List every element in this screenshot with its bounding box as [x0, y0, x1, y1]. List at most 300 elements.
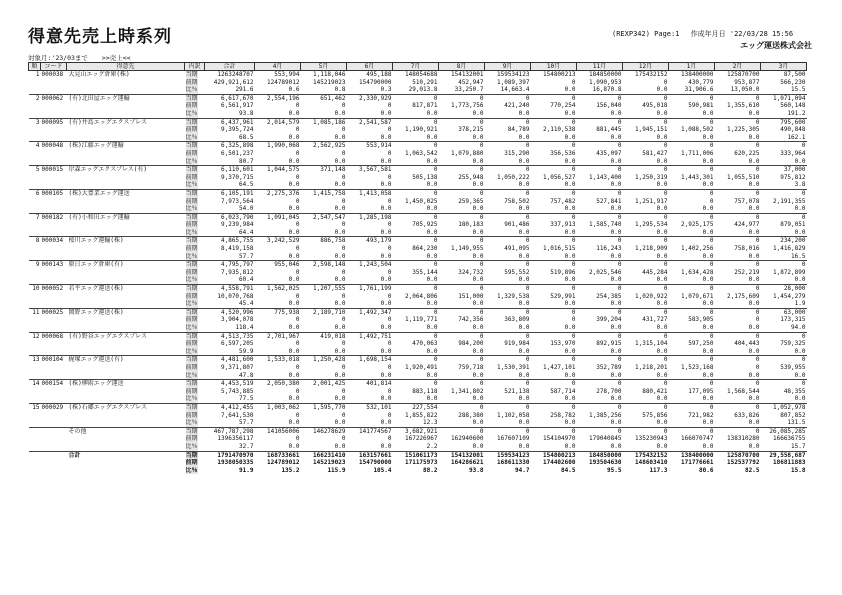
value-cell: 0 — [577, 380, 623, 388]
value-cell: 0.0 — [564, 133, 576, 141]
value-cell: 953,877 — [734, 78, 760, 86]
blank-cell — [29, 395, 41, 403]
value-cell: 118.4 — [235, 324, 254, 331]
value-cell: 2,064,806 — [404, 292, 438, 300]
blank-cell — [41, 253, 67, 261]
row-kind-label — [185, 427, 205, 435]
value-cell: 467,787,298 — [205, 427, 255, 435]
value-cell: 0.0 — [472, 157, 484, 165]
blank-cell — [29, 340, 41, 348]
blank-cell — [67, 181, 185, 189]
value-cell: 94.0 — [791, 324, 806, 331]
row-kind-label — [185, 79, 205, 87]
value-cell: 141056006 — [255, 427, 301, 435]
blank-cell — [29, 412, 41, 420]
rank-cell: 6 — [29, 189, 41, 197]
value-cell: 431,727 — [642, 316, 668, 324]
blank-cell — [67, 459, 185, 467]
value-cell: 1,190,921 — [404, 126, 438, 134]
value-cell: 0.0 — [794, 395, 806, 403]
value-cell: 1,207,555 — [301, 285, 347, 293]
value-cell: 0.0 — [564, 300, 576, 308]
value-cell: 0.0 — [564, 347, 576, 355]
value-cell: 0 — [387, 363, 392, 371]
value-cell: 14,663.4 — [500, 86, 530, 94]
blank-cell — [67, 364, 185, 372]
value-cell: 135230943 — [634, 435, 668, 443]
value-cell: 0.0 — [748, 371, 760, 379]
value-cell: 0 — [341, 197, 346, 205]
value-cell: 0 — [393, 380, 439, 388]
value-cell: 0 — [439, 166, 485, 174]
value-cell: 2,547,547 — [301, 213, 347, 221]
value-cell: 0.0 — [426, 228, 438, 236]
value-cell: 159534123 — [485, 451, 531, 459]
table-row — [29, 427, 807, 435]
table-row — [29, 158, 807, 166]
row-kind-text: 比％ — [185, 86, 198, 94]
value-cell: 28,000 — [761, 285, 807, 293]
table-row — [29, 94, 807, 102]
value-cell: 315,290 — [504, 149, 530, 157]
value-cell: 0 — [531, 427, 577, 435]
value-cell: 1,523,168 — [680, 363, 714, 371]
blank-cell — [29, 110, 41, 118]
value-cell: 0 — [715, 427, 761, 435]
value-cell: 1,530,391 — [496, 363, 530, 371]
value-cell: 0 — [341, 268, 346, 276]
value-cell: 87,500 — [761, 71, 807, 79]
value-cell: 0.0 — [472, 228, 484, 236]
blank-cell — [29, 253, 41, 261]
customer-name-cell: 大見山エッグ倉庫(株) — [67, 71, 185, 79]
value-cell: 0 — [295, 435, 300, 443]
value-cell: 429,921,612 — [213, 78, 254, 86]
value-cell: 0 — [709, 197, 714, 205]
value-cell: 0.0 — [564, 371, 576, 379]
value-cell: 1,711,006 — [680, 149, 714, 157]
row-kind-label — [185, 158, 205, 166]
value-cell: 452,947 — [458, 78, 484, 86]
row-kind-label — [185, 205, 205, 213]
blank-cell — [67, 435, 185, 443]
value-cell: 6,023,790 — [205, 213, 255, 221]
row-kind-label — [185, 435, 205, 443]
value-cell: 1,761,199 — [347, 285, 393, 293]
value-cell: 0 — [393, 118, 439, 126]
value-cell: 4,558,791 — [205, 285, 255, 293]
value-cell: 0 — [439, 356, 485, 364]
value-cell: 1,003,062 — [255, 403, 301, 411]
value-cell: 0.0 — [380, 300, 392, 308]
value-cell: 0 — [341, 387, 346, 395]
rank-cell — [29, 427, 41, 435]
value-cell: 0 — [341, 221, 346, 229]
value-cell: 6,617,670 — [205, 94, 255, 102]
value-cell: 0 — [715, 142, 761, 150]
code-cell: 000025 — [41, 308, 67, 316]
table-row — [29, 356, 807, 364]
blank-cell — [29, 443, 41, 451]
company-name: エッグ運送株式会社 — [740, 41, 812, 50]
value-cell: 0.0 — [380, 419, 392, 427]
value-cell: 141774567 — [347, 427, 393, 435]
value-cell: 0.0 — [472, 419, 484, 427]
value-cell: 881,445 — [596, 126, 622, 134]
blank-cell — [67, 150, 185, 158]
row-kind-text: 比％ — [185, 205, 198, 213]
row-kind-text: 当期 — [185, 71, 198, 78]
value-cell: 0.0 — [702, 157, 714, 165]
value-cell: 521,138 — [504, 387, 530, 395]
value-cell: 12.3 — [423, 419, 438, 427]
value-cell: 0.0 — [380, 347, 392, 355]
blank-cell — [41, 158, 67, 166]
value-cell: 138400000 — [669, 451, 715, 459]
value-cell: 0.0 — [518, 157, 530, 165]
value-cell: 0 — [393, 237, 439, 245]
customer-name-cell: (有)野谷エッグエクスプレス — [67, 332, 185, 340]
value-cell: 0.0 — [426, 181, 438, 189]
value-cell: 138400000 — [669, 71, 715, 79]
table-body — [29, 71, 807, 475]
rank-cell: 14 — [29, 380, 41, 388]
value-cell: 0.0 — [564, 442, 576, 450]
value-cell: 0.0 — [610, 157, 622, 165]
value-cell: 288,380 — [458, 411, 484, 419]
value-cell: 587,714 — [550, 387, 576, 395]
value-cell: 583,905 — [688, 316, 714, 324]
value-cell: 0 — [715, 94, 761, 102]
blank-cell — [67, 221, 185, 229]
value-cell: 371,148 — [301, 166, 347, 174]
blank-cell — [67, 269, 185, 277]
value-cell: 0.3 — [380, 86, 392, 94]
value-cell: 252,219 — [734, 268, 760, 276]
value-cell: 0 — [669, 403, 715, 411]
value-cell: 1,063,542 — [404, 149, 438, 157]
rank-cell: 1 — [29, 71, 41, 79]
value-cell: 0 — [485, 285, 531, 293]
value-cell: 758,502 — [504, 197, 530, 205]
value-cell: 0.0 — [334, 371, 346, 379]
value-cell: 0.0 — [426, 205, 438, 213]
blank-cell — [67, 198, 185, 206]
value-cell: 0 — [623, 237, 669, 245]
value-cell: 0 — [341, 102, 346, 110]
value-cell: 0.0 — [334, 157, 346, 165]
code-cell — [41, 427, 67, 435]
value-cell: 0.0 — [380, 109, 392, 117]
value-cell: 0 — [577, 332, 623, 340]
value-cell: 0.0 — [288, 276, 300, 284]
value-cell: 0 — [393, 285, 439, 293]
value-cell: 0 — [439, 213, 485, 221]
value-cell: 0.0 — [472, 395, 484, 403]
value-cell: 1,079,880 — [450, 149, 484, 157]
value-cell: 0.0 — [426, 324, 438, 331]
value-cell: 0.0 — [702, 205, 714, 213]
value-cell: 2,275,376 — [255, 189, 301, 197]
value-cell: 116,243 — [596, 245, 622, 253]
blank-cell — [67, 316, 185, 324]
blank-cell — [29, 269, 41, 277]
table-row — [29, 126, 807, 134]
rank-cell: 5 — [29, 166, 41, 174]
table-row — [29, 467, 807, 475]
value-cell: 3,242,529 — [255, 237, 301, 245]
value-cell: 259,365 — [458, 197, 484, 205]
value-cell: 59.9 — [239, 347, 254, 355]
value-cell: 1,402,256 — [680, 245, 714, 253]
value-cell: 131.5 — [787, 419, 806, 427]
value-cell: 0.0 — [610, 371, 622, 379]
col-header: 12月 — [623, 63, 669, 71]
value-cell: 0 — [387, 316, 392, 324]
value-cell: 1,416,829 — [772, 245, 806, 253]
row-kind-text: 前期 — [185, 126, 198, 134]
value-cell: 4,412,455 — [205, 403, 255, 411]
blank-cell — [67, 134, 185, 142]
blank-cell — [41, 174, 67, 182]
value-cell: 0.0 — [748, 324, 760, 331]
value-cell: 2,330,929 — [347, 94, 393, 102]
value-cell: 0.0 — [656, 442, 668, 450]
value-cell: 0 — [485, 427, 531, 435]
value-cell: 145219023 — [312, 459, 346, 467]
row-kind-label — [185, 71, 205, 79]
blank-cell — [41, 364, 67, 372]
value-cell: 0 — [387, 221, 392, 229]
value-cell: 156,040 — [596, 102, 622, 110]
value-cell: 54.0 — [239, 205, 254, 213]
blank-cell — [41, 205, 67, 213]
value-cell: 1,149,955 — [450, 245, 484, 253]
col-header: 合計 — [205, 63, 255, 71]
value-cell: 0.0 — [426, 300, 438, 308]
value-cell: 0.0 — [748, 228, 760, 236]
value-cell: 0.0 — [656, 395, 668, 403]
blank-cell — [41, 435, 67, 443]
value-cell: 0.0 — [426, 371, 438, 379]
value-cell: 0.0 — [564, 276, 576, 284]
col-header: 得意先 — [67, 63, 185, 71]
value-cell: 166070747 — [680, 435, 714, 443]
blank-cell — [41, 134, 67, 142]
value-cell: 0.0 — [748, 395, 760, 403]
value-cell: 0.0 — [518, 133, 530, 141]
value-cell: 184850000 — [577, 451, 623, 459]
value-cell: 0.0 — [380, 133, 392, 141]
value-cell: 0.0 — [288, 300, 300, 308]
value-cell: 0.0 — [748, 300, 760, 308]
value-cell: 0.0 — [288, 157, 300, 165]
row-kind-label — [185, 276, 205, 284]
row-kind-label — [185, 285, 205, 293]
row-kind-text: 前期 — [185, 387, 198, 395]
blank-cell — [29, 158, 41, 166]
value-cell: 2,191,355 — [772, 197, 806, 205]
value-cell: 0.0 — [748, 347, 760, 355]
value-cell: 0 — [531, 332, 577, 340]
row-kind-text: 前期 — [185, 340, 198, 348]
blank-cell — [67, 229, 185, 237]
value-cell: 0.0 — [518, 347, 530, 355]
value-cell: 0.0 — [702, 181, 714, 189]
value-cell: 1,595,770 — [301, 403, 347, 411]
value-cell: 64.4 — [239, 228, 254, 236]
value-cell: 0.0 — [472, 276, 484, 284]
value-cell: 0 — [623, 332, 669, 340]
value-cell: 0 — [755, 363, 760, 371]
value-cell: 0.0 — [472, 181, 484, 189]
value-cell: 177,095 — [688, 387, 714, 395]
col-header: 内訳 — [185, 63, 205, 71]
value-cell: 0 — [531, 118, 577, 126]
value-cell: 0 — [485, 332, 531, 340]
row-kind-label — [185, 253, 205, 261]
value-cell: 0.0 — [748, 276, 760, 284]
value-cell: 0 — [669, 118, 715, 126]
value-cell: 4,453,519 — [205, 380, 255, 388]
value-cell: 84.5 — [561, 466, 576, 474]
value-cell: 9,395,724 — [220, 126, 254, 134]
value-cell: 758,016 — [734, 245, 760, 253]
col-header: 7月 — [393, 63, 439, 71]
value-cell: 291.6 — [235, 86, 254, 94]
row-kind-label — [185, 459, 205, 467]
value-cell: 0.0 — [656, 347, 668, 355]
row-kind-text: 当期 — [185, 142, 198, 150]
blank-cell — [41, 388, 67, 396]
value-cell: 0.0 — [334, 347, 346, 355]
row-kind-text: 比％ — [185, 371, 198, 379]
row-kind-label — [185, 134, 205, 142]
blank-cell — [41, 181, 67, 189]
blank-cell — [41, 443, 67, 451]
rank-cell: 11 — [29, 308, 41, 316]
value-cell: 0 — [341, 316, 346, 324]
value-cell: 1,225,305 — [726, 126, 760, 134]
value-cell: 0.0 — [656, 252, 668, 260]
value-cell: 0 — [439, 189, 485, 197]
row-kind-label — [185, 189, 205, 197]
value-cell: 0 — [295, 126, 300, 134]
value-cell: 193504630 — [588, 459, 622, 467]
value-cell: 0 — [341, 435, 346, 443]
value-cell: 0 — [341, 245, 346, 253]
value-cell: 0 — [485, 118, 531, 126]
value-cell: 0.0 — [794, 228, 806, 236]
value-cell: 0 — [393, 332, 439, 340]
value-cell: 0 — [571, 316, 576, 324]
value-cell: 0 — [531, 166, 577, 174]
blank-cell — [41, 150, 67, 158]
row-kind-label — [185, 174, 205, 182]
table-row — [29, 443, 807, 451]
blank-cell — [29, 229, 41, 237]
value-cell: 0 — [577, 213, 623, 221]
value-cell: 0 — [341, 411, 346, 419]
customer-name-cell: (有)北田屋エッグ運輸 — [67, 94, 185, 102]
value-cell: 0 — [387, 435, 392, 443]
value-cell: 1,044,575 — [255, 166, 301, 174]
value-cell: 0 — [485, 356, 531, 364]
value-cell: 0.0 — [610, 109, 622, 117]
blank-cell — [29, 388, 41, 396]
value-cell: 1,020,922 — [634, 292, 668, 300]
row-kind-label — [185, 86, 205, 94]
table-row — [29, 181, 807, 189]
sales-table — [28, 62, 807, 474]
value-cell: 68.5 — [239, 133, 254, 141]
blank-cell — [67, 276, 185, 284]
col-header: 8月 — [439, 63, 485, 71]
value-cell: 757,078 — [734, 197, 760, 205]
value-cell: 77.5 — [239, 395, 254, 403]
table-row — [29, 324, 807, 332]
value-cell: 6,437,961 — [205, 118, 255, 126]
value-cell: 0.0 — [288, 395, 300, 403]
value-cell: 1,385,256 — [588, 411, 622, 419]
value-cell: 117.3 — [649, 466, 668, 474]
value-cell: 0.0 — [334, 276, 346, 284]
value-cell: 633,826 — [734, 411, 760, 419]
table-row — [29, 261, 807, 269]
value-cell: 1,533,018 — [255, 356, 301, 364]
value-cell: 0 — [577, 285, 623, 293]
value-cell: 0.0 — [380, 252, 392, 260]
row-kind-label — [185, 316, 205, 324]
value-cell: 7,641,530 — [220, 411, 254, 419]
value-cell: 33,250.7 — [454, 86, 484, 94]
table-row — [29, 293, 807, 301]
value-cell: 153,970 — [550, 340, 576, 348]
row-kind-text: 比％ — [185, 276, 198, 284]
value-cell: 9,370,715 — [220, 173, 254, 181]
value-cell: 0.0 — [426, 252, 438, 260]
value-cell: 0 — [623, 94, 669, 102]
value-cell: 770,254 — [550, 102, 576, 110]
row-kind-text: 当期 — [185, 451, 198, 459]
blank-cell — [29, 79, 41, 87]
code-cell: 000062 — [41, 94, 67, 102]
value-cell: 0 — [669, 356, 715, 364]
blank-cell — [41, 372, 67, 380]
value-cell: 355,144 — [412, 268, 438, 276]
blank-cell — [41, 110, 67, 118]
value-cell: 0.0 — [702, 442, 714, 450]
row-kind-text: 当期 — [185, 332, 198, 340]
value-cell: 13,050.0 — [730, 86, 760, 94]
value-cell: 1,218,201 — [634, 363, 668, 371]
value-cell: 0 — [393, 308, 439, 316]
row-kind-label — [185, 467, 205, 475]
value-cell: 955,046 — [255, 261, 301, 269]
value-cell: 29,558,687 — [761, 451, 807, 459]
value-cell: 0 — [623, 308, 669, 316]
value-cell: 0.0 — [380, 228, 392, 236]
value-cell: 0 — [761, 332, 807, 340]
value-cell: 2,562,925 — [301, 142, 347, 150]
value-cell: 4,795,797 — [205, 261, 255, 269]
value-cell: 2,701,967 — [255, 332, 301, 340]
value-cell: 0.0 — [518, 252, 530, 260]
value-cell: 539,955 — [780, 363, 806, 371]
table-row — [29, 340, 807, 348]
value-cell: 0 — [295, 292, 300, 300]
value-cell: 1,492,751 — [347, 332, 393, 340]
